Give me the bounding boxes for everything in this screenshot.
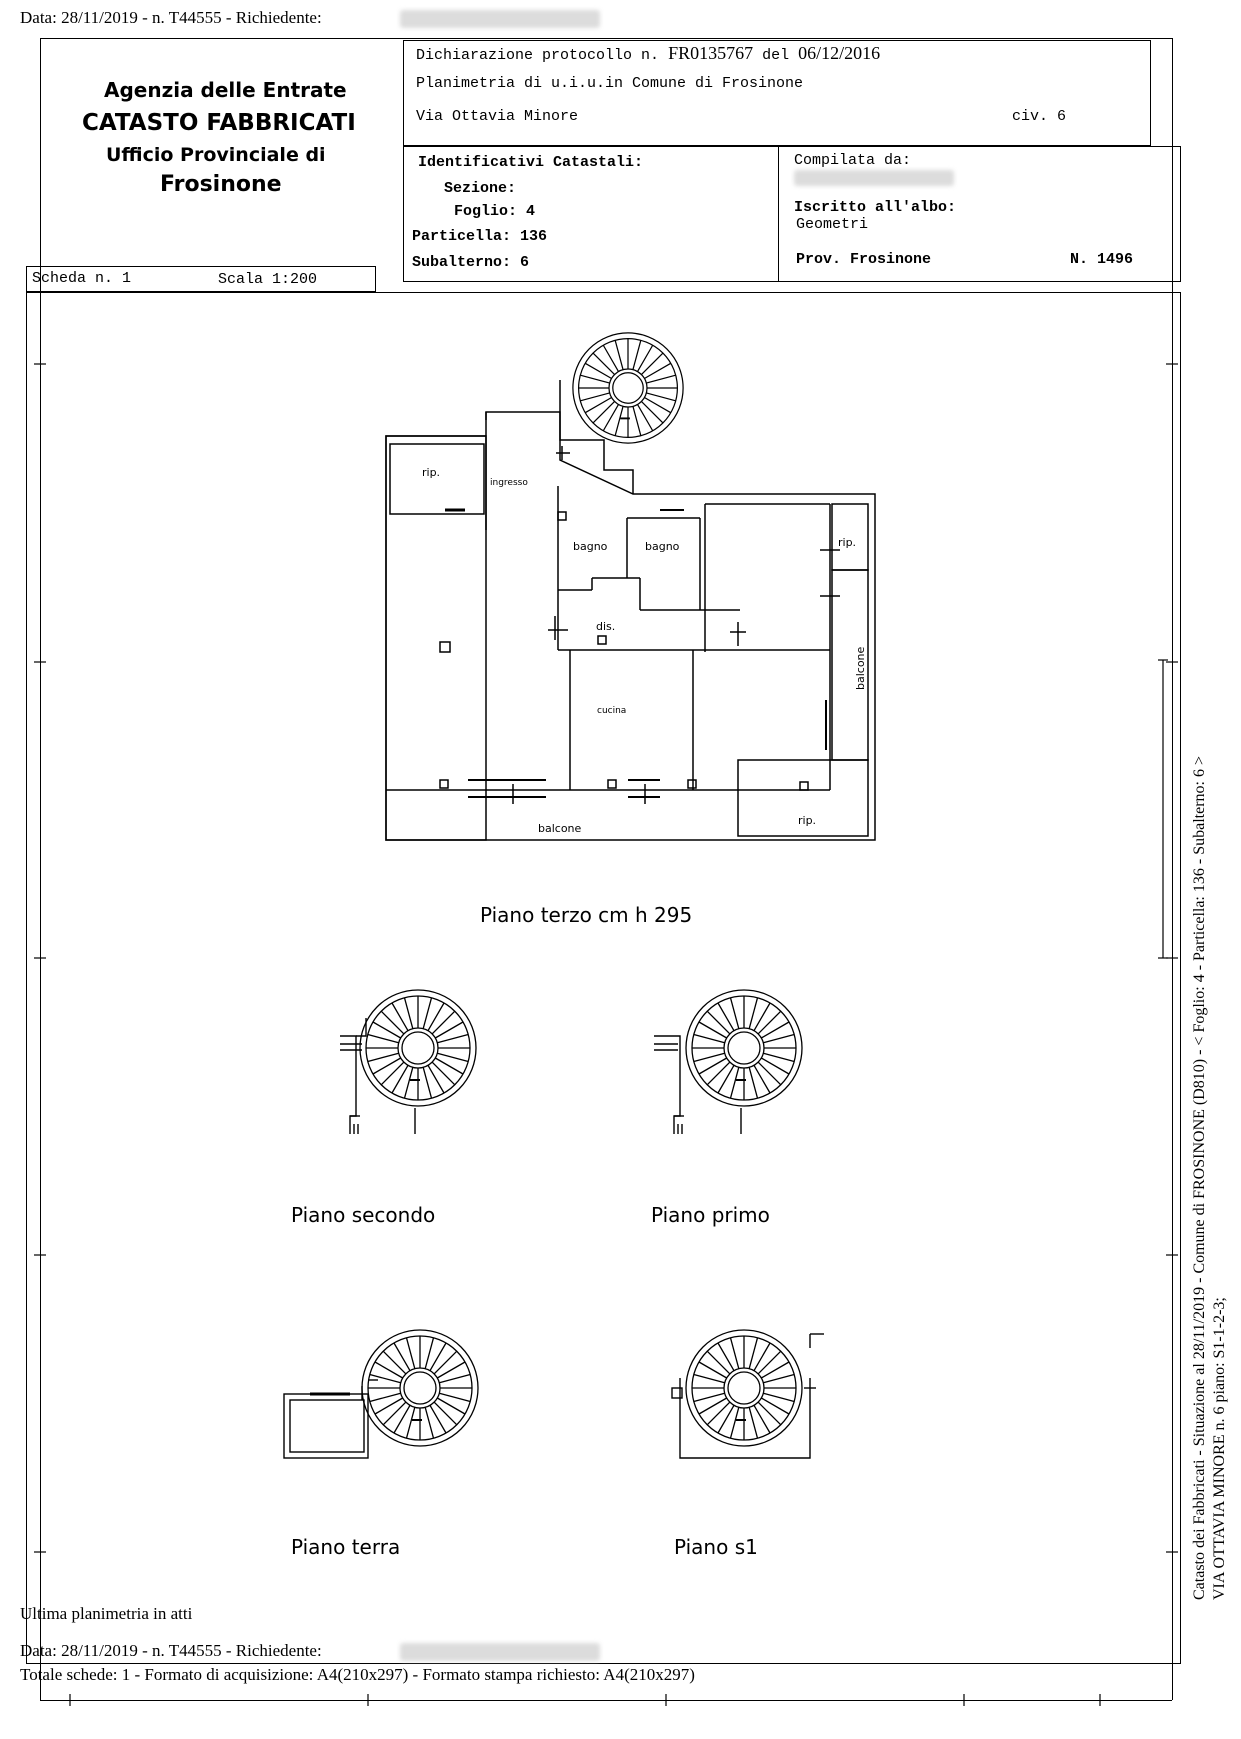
sidebar-address: VIA OTTAVIA MINORE n. 6 piano: S1-1-2-3; — [1211, 1297, 1228, 1600]
declaration-label-text: Dichiarazione protocollo n. — [416, 47, 660, 64]
footer-data: Data: 28/11/2019 - n. T44555 - Richiedente: — [20, 1641, 322, 1660]
caption-piano-primo: Piano primo — [651, 1203, 770, 1227]
room-rip-2: rip. — [838, 536, 857, 549]
catasto-title: CATASTO FABBRICATI — [82, 110, 356, 136]
ufficio-label: Ufficio Provinciale di — [106, 144, 326, 166]
redacted-requester-footer — [400, 1643, 600, 1661]
declaration-date: 06/12/2016 — [798, 43, 881, 63]
via-line: Via Ottavia Minore — [416, 108, 579, 125]
albo-value: Geometri — [796, 216, 869, 233]
compilata-title: Compilata da: — [794, 152, 912, 169]
room-ingresso: ingresso — [490, 478, 528, 488]
room-balcone-side: balcone — [854, 646, 867, 690]
room-balcone-bottom: balcone — [538, 822, 582, 835]
caption-piano-secondo: Piano secondo — [291, 1203, 436, 1227]
declaration-del: del — [762, 47, 790, 64]
footer-totale: Totale schede: 1 - Formato di acquisizione: A4(210x297) - Formato stampa richiesto: A4(210x297) — [20, 1665, 695, 1684]
agency-name: Agenzia delle Entrate — [104, 78, 347, 102]
room-bagno-1: bagno — [573, 540, 608, 553]
particella-label: Particella: 136 — [412, 228, 548, 245]
header-line: Data: 28/11/2019 - n. T44555 - Richiedente: — [20, 8, 322, 27]
scala-label: Scala 1:200 — [218, 271, 318, 288]
foglio-label: Foglio: 4 — [454, 203, 536, 220]
room-rip-3: rip. — [798, 814, 817, 827]
footer-ultima: Ultima planimetria in atti — [20, 1604, 193, 1623]
scheda-label: Scheda n. 1 — [32, 270, 132, 287]
room-rip-1: rip. — [422, 466, 441, 479]
civ-line: civ. 6 — [1012, 108, 1067, 125]
protocol-number: FR0135767 — [668, 43, 754, 63]
prov-label: Prov. Frosinone — [796, 251, 932, 268]
subalterno-label: Subalterno: 6 — [412, 254, 530, 271]
sezione-label: Sezione: — [444, 180, 517, 197]
iscritto-label: Iscritto all'albo: — [794, 199, 957, 216]
room-dis: dis. — [596, 620, 616, 633]
caption-piano-s1: Piano s1 — [674, 1535, 758, 1559]
room-bagno-2: bagno — [645, 540, 680, 553]
room-cucina: cucina — [597, 706, 627, 716]
identificativi-title: Identificativi Catastali: — [418, 154, 644, 171]
sidebar-situazione: Catasto dei Fabbricati - Situazione al 28/11/2019 - Comune di FROSINONE (D810) - < Foglio: 4 - Particella: 136 - Subalterno: 6 > — [1191, 756, 1208, 1600]
ufficio-city: Frosinone — [160, 172, 282, 197]
caption-piano-terra: Piano terra — [291, 1535, 401, 1559]
caption-piano-terzo: Piano terzo cm h 295 — [480, 903, 693, 927]
numero-label: N. 1496 — [1070, 251, 1134, 268]
planimetria-line: Planimetria di u.i.u.in Comune di Frosinone — [416, 75, 804, 92]
